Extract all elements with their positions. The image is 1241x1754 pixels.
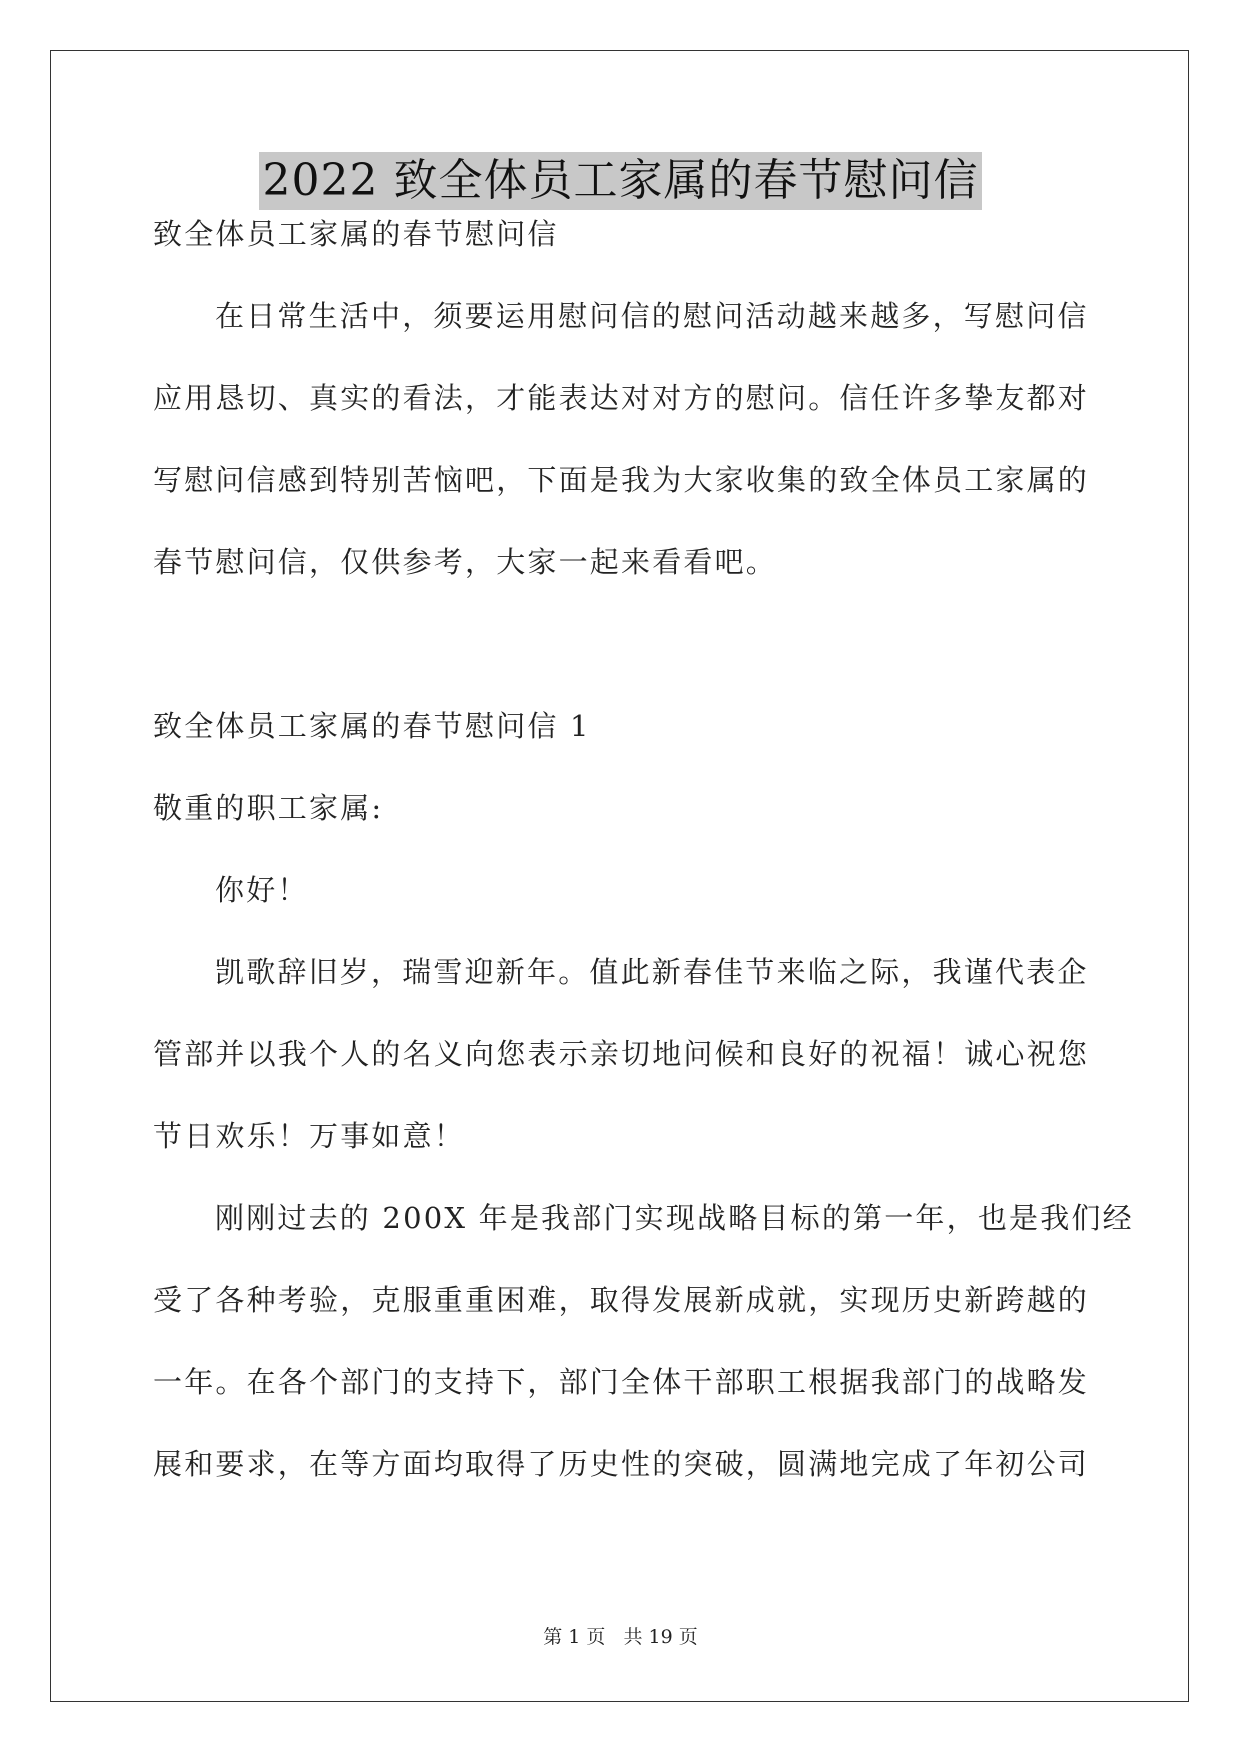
blank-line xyxy=(153,603,1091,685)
text-line: 一年。在各个部门的支持下，部门全体干部职工根据我部门的战略发 xyxy=(153,1365,1090,1399)
text-line: 写慰问信感到特别苦恼吧，下面是我为大家收集的致全体员工家属的 xyxy=(153,463,1090,497)
page-number: 第 1 页 xyxy=(543,1626,606,1648)
document-title: 2022 致全体员工家属的春节慰问信 xyxy=(259,152,983,210)
text-line: 致全体员工家属的春节慰问信 1 xyxy=(153,709,591,743)
text-line: 你好！ xyxy=(215,873,309,907)
text-line: 致全体员工家属的春节慰问信 xyxy=(153,217,559,251)
page-footer xyxy=(0,1622,1241,1649)
page-total: 共 19 页 xyxy=(623,1626,698,1648)
text-line: 春节慰问信，仅供参考，大家一起来看看吧。 xyxy=(153,545,778,579)
text-line: 节日欢乐！万事如意！ xyxy=(153,1119,466,1153)
text-line: 应用恳切、真实的看法，才能表达对对方的慰问。信任许多挚友都对 xyxy=(153,381,1090,415)
text-line: 敬重的职工家属: xyxy=(153,791,384,825)
document-body xyxy=(153,193,1134,1505)
text-line: 管部并以我个人的名义向您表示亲切地问候和良好的祝福！诚心祝您 xyxy=(153,1037,1090,1071)
text-line: 在日常生活中，须要运用慰问信的慰问活动越来越多，写慰问信 xyxy=(215,299,1089,333)
text-line: 凯歌辞旧岁，瑞雪迎新年。值此新春佳节来临之际，我谨代表企 xyxy=(215,955,1089,989)
text-line: 受了各种考验，克服重重困难，取得发展新成就，实现历史新跨越的 xyxy=(153,1283,1090,1317)
text-line: 刚刚过去的 200X 年是我部门实现战略目标的第一年，也是我们经 xyxy=(215,1201,1134,1235)
text-line: 展和要求，在等方面均取得了历史性的突破，圆满地完成了年初公司 xyxy=(153,1447,1090,1481)
